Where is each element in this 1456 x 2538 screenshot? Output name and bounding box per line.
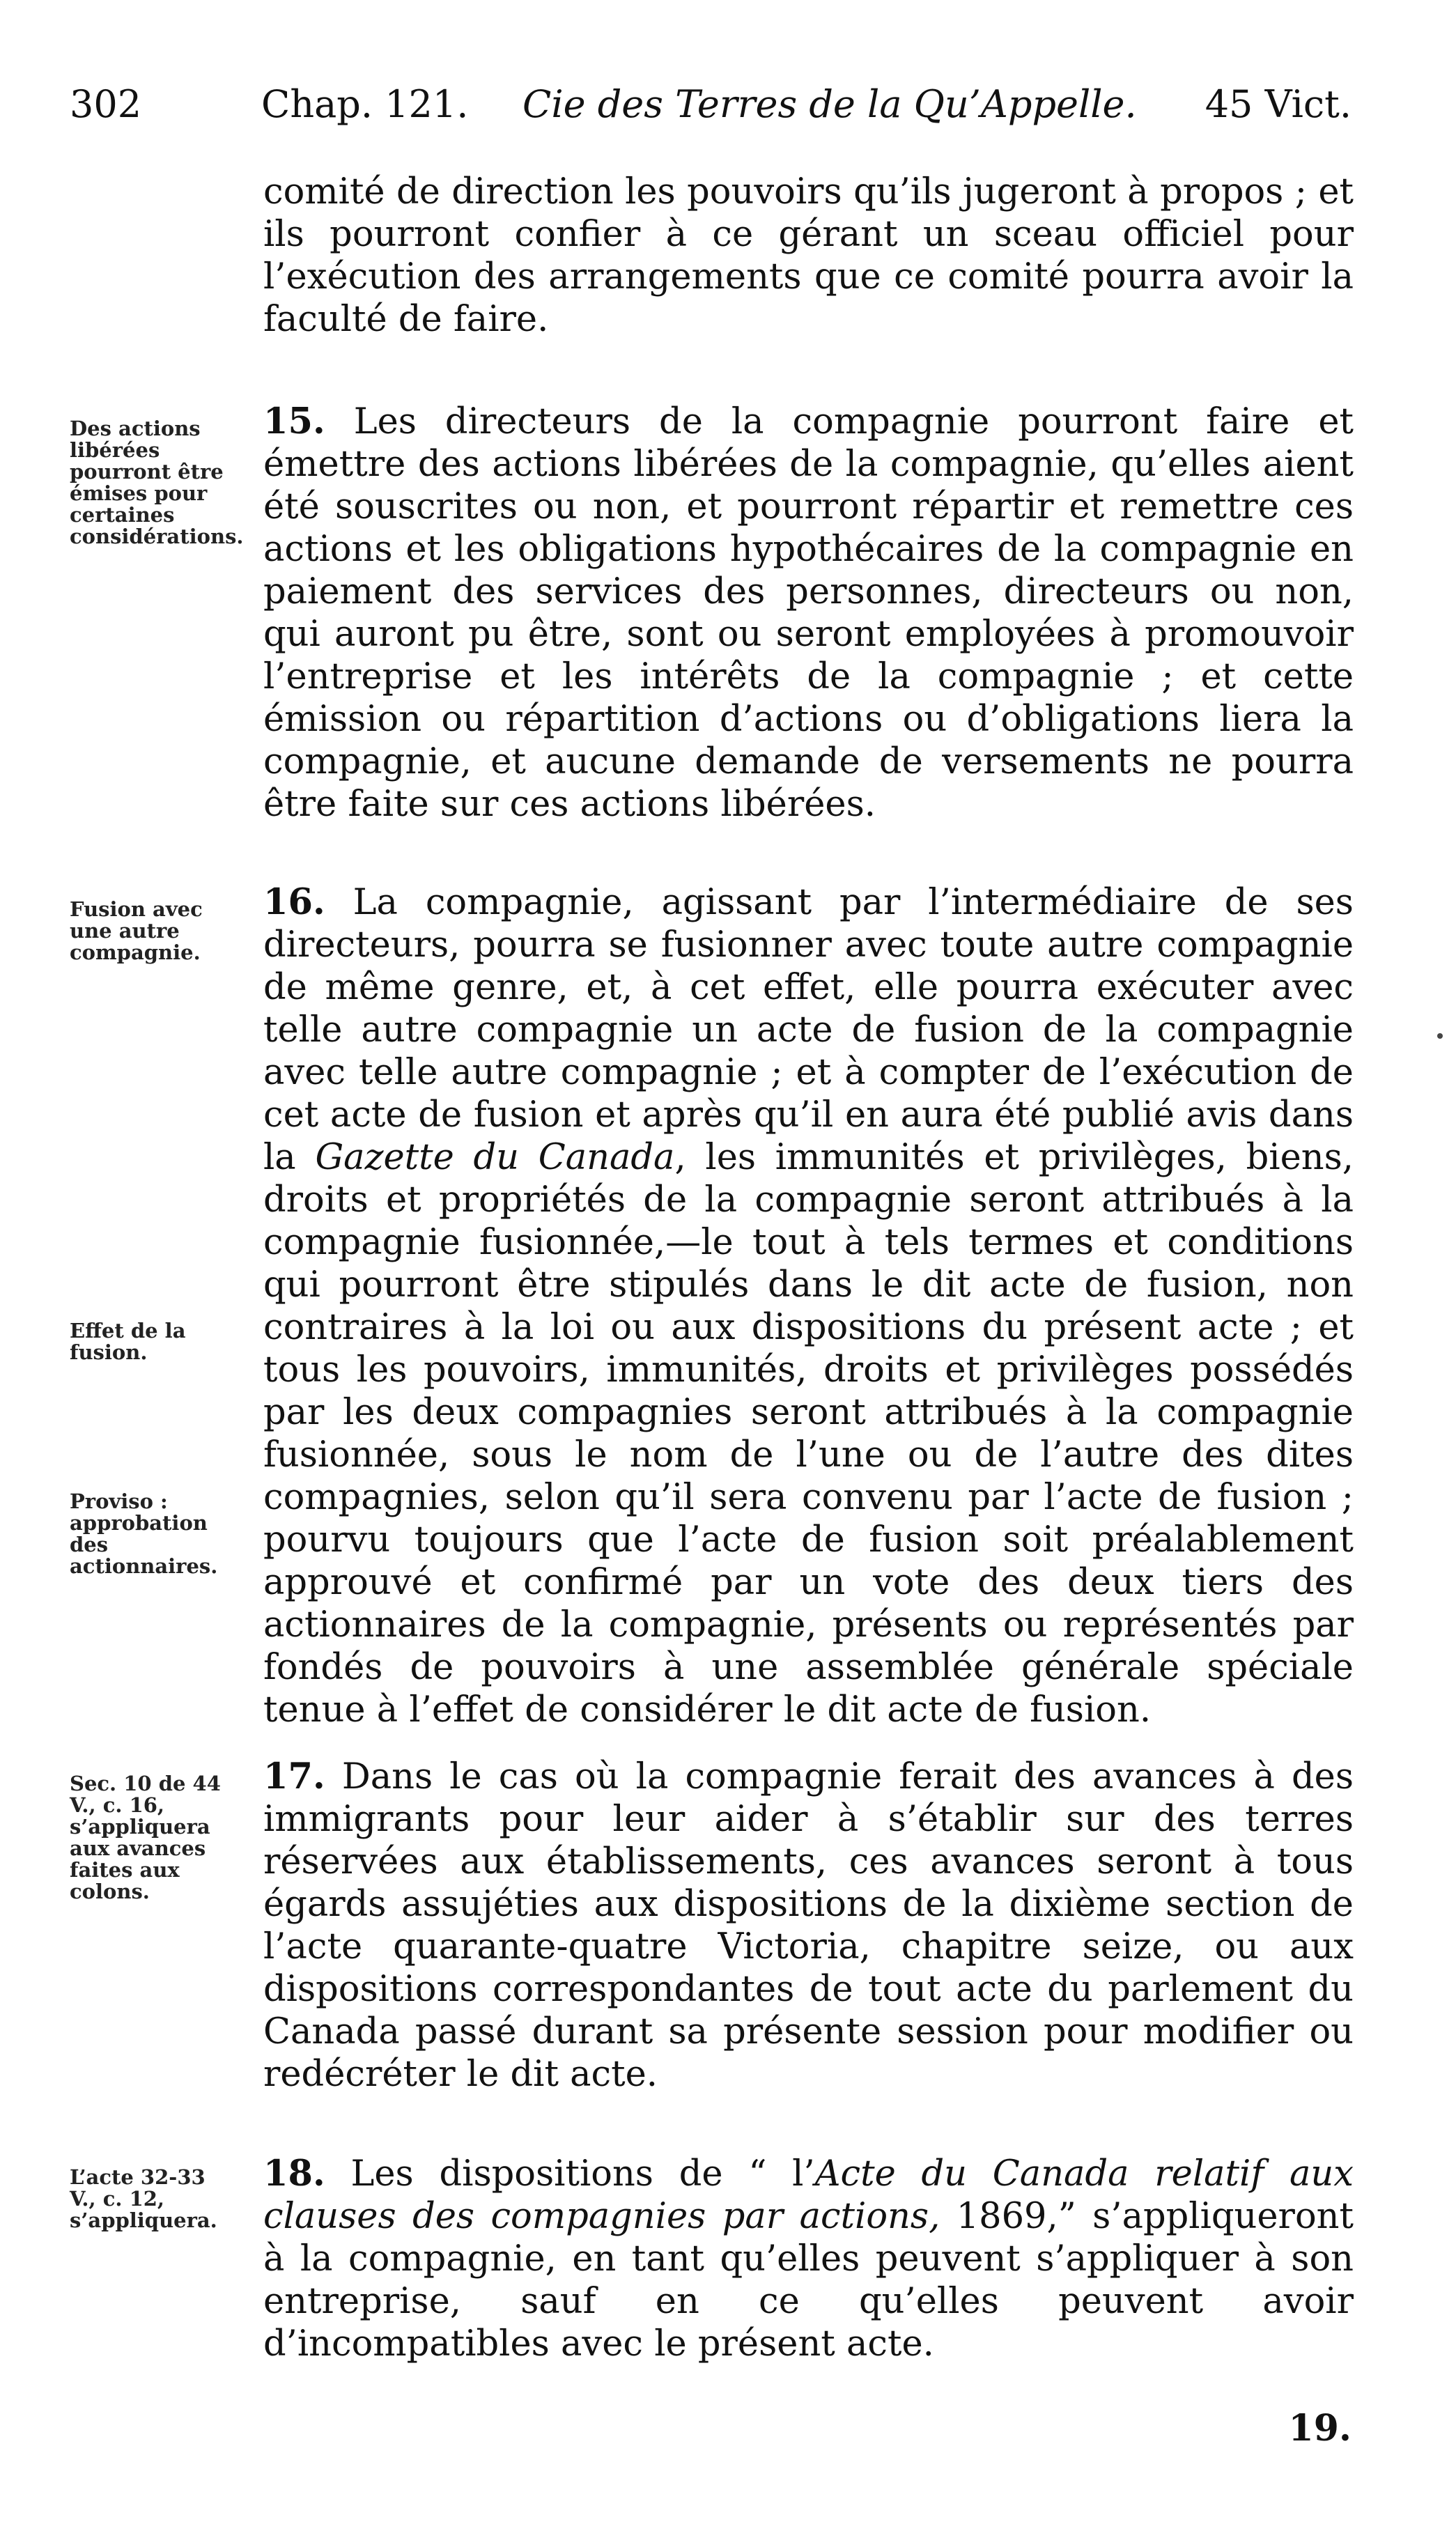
section-17 [263,1756,1354,2096]
chapter-label: Chap. 121. [261,82,469,126]
section-number: 16. [263,881,325,923]
act-title: Acte du Canada relatif aux clauses des compagnies par actions, [263,2153,1354,2237]
regnal-year: 45 Vict. [1205,82,1352,126]
margin-note-effet: Effet de la fusion. [70,1319,186,1364]
section-text-part-2: , les immunités et privilèges, biens, droits et propriétés de la compagnie seront attribués à la compagnie fusionnée,—le tout à tels termes et conditions qui pourront être stipulés dans le dit acte de fusion, non contraires à la loi ou aux dispositions du présent acte ; et tous les pouvoirs, immunités, droits et privilèges possédés par les deux compagnies seront attribués à la compagnie fusionnée, sous le nom de l’une ou de l’autre des dites compagnies, selon qu’il sera convenu par l’acte de fusion ; pourvu toujours que l’acte de fusion soit préalablement approuvé et confirmé par un vote des deux tiers des actionnaires de la compagnie, présents ou représentés par fondés de pouvoirs à une assemblée générale spéciale tenue à l’effet de considérer le dit acte de fusion. [263,1137,1354,1731]
margin-note-section-18: L’acte 32-33 V., c. 12, s’appliquera. [70,2165,217,2232]
margin-note-section-15: Des actions libérées pourront être émises pour certaines considérations. [70,417,244,548]
margin-note-section-17: Sec. 10 de 44 V., c. 16, s’appliquera aux avances faites aux colons. [70,1772,221,1903]
section-text-part-2: 1869,” s’appliqueront à la compagnie, en tant qu’elles peuvent s’appliquer à son entreprise, sauf en ce qu’elles peuvent avoir d’incompatibles avec le présent acte. [263,2196,1354,2365]
page-number: 302 [70,82,142,126]
running-header [70,77,1352,132]
catchword: 19. [1288,2407,1352,2450]
section-number: 15. [263,401,325,442]
section-text-part-1: Les dispositions de “ l’ [350,2153,815,2195]
continuation-text: comité de direction les pouvoirs qu’ils jugeront à propos ; et ils pourront confier à ce gérant un sceau officiel pour l’exécution des arrangements que ce comité pourra avoir la faculté de faire. [263,171,1354,340]
section-18 [263,2153,1354,2365]
section-text: Dans le cas où la compagnie ferait des avances à des immigrants pour leur aider à s’établir sur des terres réservées aux établissements, ces avances seront à tous égards assujéties aux dispositions de la dixième section de l’acte quarante-quatre Victoria, chapitre seize, ou aux dispositions correspondantes de tout acte du parlement du Canada passé durant sa présente session pour modifier ou redécréter le dit acte. [263,1756,1354,2095]
ink-speck [1437,1033,1443,1039]
section-number: 17. [263,1756,325,1797]
section-number: 18. [263,2153,325,2195]
section-text: Les directeurs de la compagnie pourront faire et émettre des actions libérées de la compagnie, qu’elles aient été souscrites ou non, et pourront répartir et remettre ces actions et les obligations hypothécaires de la compagnie en paiement des services des personnes, directeurs ou non, qui auront pu être, sont ou seront employées à promouvoir l’entreprise et les intérêts de la compagnie ; et cette émission ou répartition d’actions ou d’obligations liera la compagnie, et aucune demande de versements ne pourra être faite sur ces actions libérées. [263,401,1354,825]
running-title: Cie des Terres de la Qu’Appelle. [522,82,1137,126]
section-text-part-1: La compagnie, agissant par l’intermédiaire de ses directeurs, pourra se fusionner avec toute autre compagnie de même genre, et, à cet effet, elle pourra exécuter avec telle autre compagnie un acte de fusion de la compagnie avec telle autre compagnie ; et à compter de l’exécution de cet acte de fusion et après qu’il en aura été publié avis dans la [263,882,1354,1178]
margin-note-proviso: Proviso : approbation des actionnaires. [70,1489,218,1578]
continuation-paragraph [263,171,1354,341]
margin-note-fusion: Fusion avec une autre compagnie. [70,897,203,964]
section-15 [263,401,1354,826]
gazette-title: Gazette du Canada [315,1137,675,1178]
section-16 [263,881,1354,1731]
